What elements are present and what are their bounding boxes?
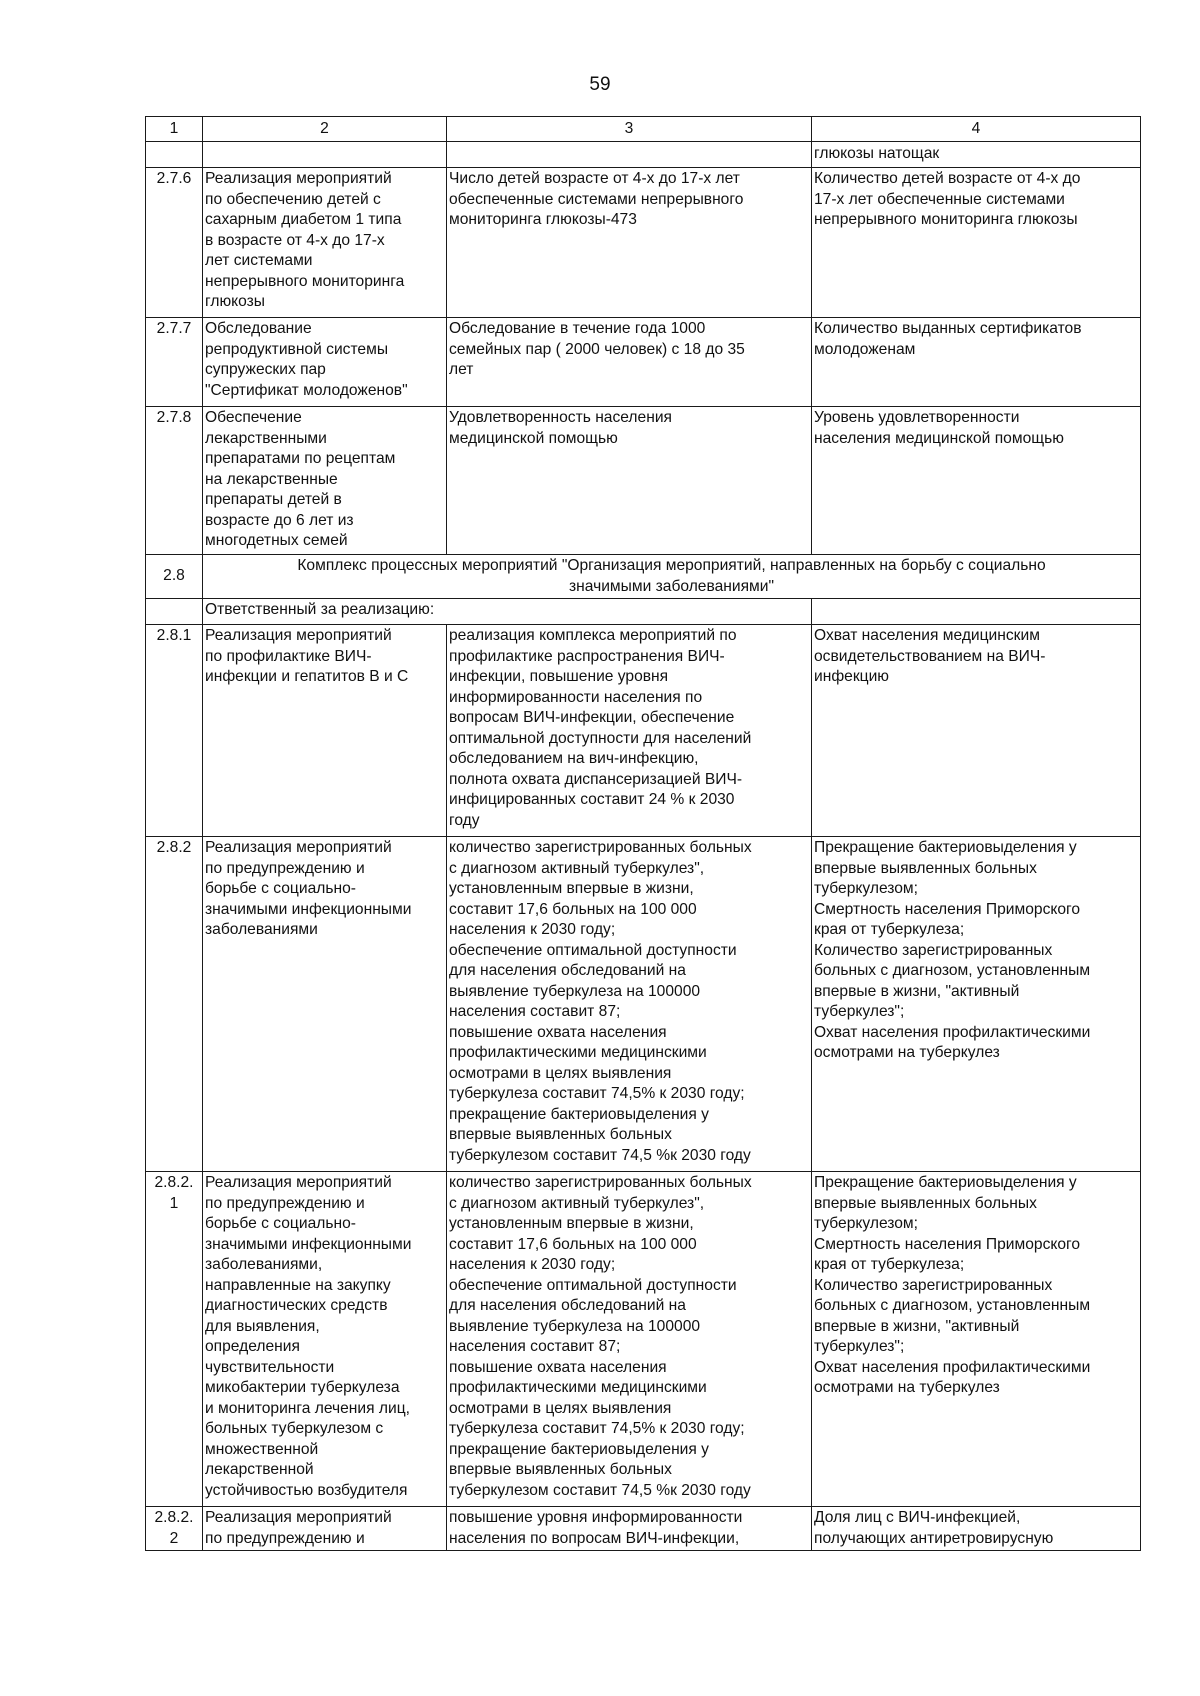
row-number: 2.7.6 xyxy=(146,168,203,318)
row-number: 2.7.7 xyxy=(146,318,203,407)
table-header-row xyxy=(146,117,1141,142)
row-event: Реализация мероприятий по предупреждению и борьбе с социально- значимыми инфекционными заболеваниями xyxy=(203,837,447,1172)
responsible-label: Ответственный за реализацию: xyxy=(203,599,812,625)
row-event: Реализация мероприятий по предупреждению и борьбе с социально- значимыми инфекционными заболеваниями, направленные на закупку диагностических средств для выявления, определения чувствительности микобактерии туберкулеза и мониторинга лечения лиц, больных туберкулезом с множественной лекарственной устойчивостью возбудителя xyxy=(203,1172,447,1507)
row-event: Реализация мероприятий по обеспечению детей с сахарным диабетом 1 типа в возрасте от 4-х до 17-х лет системами непрерывного мониторинга глюкозы xyxy=(203,168,447,318)
row-result: Удовлетворенность населения медицинской помощью xyxy=(447,407,812,555)
table-row xyxy=(146,1172,1141,1507)
table-row xyxy=(146,318,1141,407)
table-row xyxy=(146,407,1141,555)
row-number: 2.8.2. 1 xyxy=(146,1172,203,1507)
row-indicator: Количество выданных сертификатов молодоженам xyxy=(812,318,1141,407)
row-event: Обследование репродуктивной системы супружеских пар "Сертификат молодоженов" xyxy=(203,318,447,407)
page-number: 59 xyxy=(589,74,611,95)
table-row xyxy=(146,168,1141,318)
header-col-3: 3 xyxy=(447,117,812,142)
row-indicator: Прекращение бактериовыделения у впервые выявленных больных туберкулезом; Смертность населения Приморского края от туберкулеза; Количество зарегистрированных больных с диагнозом, установленным впервые в жизни, "активный туберкулез"; Охват населения профилактическими осмотрами на туберкулез xyxy=(812,1172,1141,1507)
complex-title: Комплекс процессных мероприятий "Организация мероприятий, направленных на борьбу с социально значимыми заболеваниями" xyxy=(203,555,1141,599)
continuation-event xyxy=(203,142,447,168)
row-indicator: Доля лиц с ВИЧ-инфекцией, получающих антиретровирусную xyxy=(812,1507,1141,1551)
row-result: Число детей возрасте от 4-х до 17-х лет обеспеченные системами непрерывного мониторинга глюкозы-473 xyxy=(447,168,812,318)
row-number: 2.8.2. 2 xyxy=(146,1507,203,1551)
row-number: 2.7.8 xyxy=(146,407,203,555)
row-number: 2.8.1 xyxy=(146,625,203,837)
table-row xyxy=(146,837,1141,1172)
responsible-num xyxy=(146,599,203,625)
complex-number: 2.8 xyxy=(146,555,203,599)
header-col-1: 1 xyxy=(146,117,203,142)
table-row xyxy=(146,625,1141,837)
row-result: количество зарегистрированных больных с диагнозом активный туберкулез", установленным впервые в жизни, составит 17,6 больных на 100 000 населения к 2030 году; обеспечение оптимальной доступности для населения обследований на выявление туберкулеза на 100000 населения составит 87; повышение охвата населения профилактическими медицинскими осмотрами в целях выявления туберкулеза составит 74,5% к 2030 году; прекращение бактериовыделения у впервые выявленных больных туберкулезом составит 74,5 %к 2030 году xyxy=(447,1172,812,1507)
complex-row xyxy=(146,555,1141,599)
header-col-4: 4 xyxy=(812,117,1141,142)
row-number: 2.8.2 xyxy=(146,837,203,1172)
continuation-indicator: глюкозы натощак xyxy=(812,142,1141,168)
row-result: реализация комплекса мероприятий по профилактике распространения ВИЧ- инфекции, повышение уровня информированности населения по вопросам ВИЧ-инфекции, обеспечение оптимальной доступности для населений обследованием на вич-инфекцию, полнота охвата диспансеризацией ВИЧ- инфицированных составит 24 % к 2030 году xyxy=(447,625,812,837)
row-result: повышение уровня информированности населения по вопросам ВИЧ-инфекции, xyxy=(447,1507,812,1551)
measures-table xyxy=(145,116,1141,1551)
row-result: количество зарегистрированных больных с диагнозом активный туберкулез", установленным впервые в жизни, составит 17,6 больных на 100 000 населения к 2030 году; обеспечение оптимальной доступности для населения обследований на выявление туберкулеза на 100000 населения составит 87; повышение охвата населения профилактическими медицинскими осмотрами в целях выявления туберкулеза составит 74,5% к 2030 году; прекращение бактериовыделения у впервые выявленных больных туберкулезом составит 74,5 %к 2030 году xyxy=(447,837,812,1172)
row-indicator: Охват населения медицинским освидетельствованием на ВИЧ- инфекцию xyxy=(812,625,1141,837)
row-indicator: Прекращение бактериовыделения у впервые выявленных больных туберкулезом; Смертность населения Приморского края от туберкулеза; Количество зарегистрированных больных с диагнозом, установленным впервые в жизни, "активный туберкулез"; Охват населения профилактическими осмотрами на туберкулез xyxy=(812,837,1141,1172)
row-event: Реализация мероприятий по профилактике ВИЧ- инфекции и гепатитов В и С xyxy=(203,625,447,837)
row-indicator: Количество детей возрасте от 4-х до 17-х лет обеспеченные системами непрерывного мониторинга глюкозы xyxy=(812,168,1141,318)
continuation-num xyxy=(146,142,203,168)
responsible-value xyxy=(812,599,1141,625)
row-event: Обеспечение лекарственными препаратами по рецептам на лекарственные препараты детей в возрасте до 6 лет из многодетных семей xyxy=(203,407,447,555)
row-indicator: Уровень удовлетворенности населения медицинской помощью xyxy=(812,407,1141,555)
continuation-row xyxy=(146,142,1141,168)
header-col-2: 2 xyxy=(203,117,447,142)
table-row xyxy=(146,1507,1141,1551)
row-result: Обследование в течение года 1000 семейных пар ( 2000 человек) с 18 до 35 лет xyxy=(447,318,812,407)
responsible-row xyxy=(146,599,1141,625)
row-event: Реализация мероприятий по предупреждению и xyxy=(203,1507,447,1551)
continuation-result xyxy=(447,142,812,168)
